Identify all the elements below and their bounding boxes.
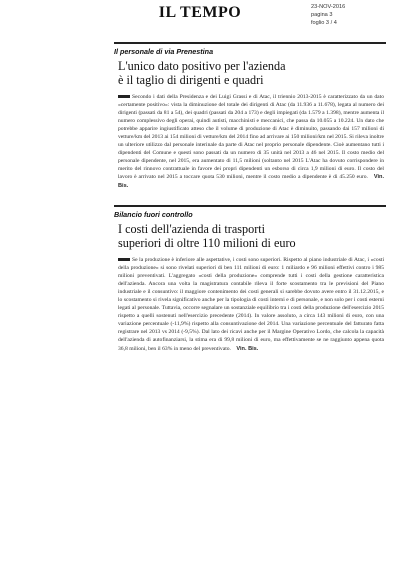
clipping-metadata [311,3,381,27]
article-bilancio [114,205,386,353]
article-text: Se la produzione è inferiore alle aspettative, i costi sono superiori. Rispetto al piano industriale di Atac, i «costi della produzione» si sono rivelati superiori di ben 111 milioni di euro: 1 miliardo e 96 milioni effettivi contro i 985 milioni preventivati. L'aggregato «costi della produzione» comprende tutti i costi della gestione caratteristica dell'azienda. Ancora una volta la magistratura contabile rileva il forte scostamento tra le previsioni del Piano industriale e il consuntivo: il maggiore contenimento dei costi generali si sarebbe dovuto avere entro il 31.12.2015, e lo scostamento si rivela significativo anche per la tipologia di costi interni e di personale, e non solo per i costi esterni legati al personale. Tuttavia, occorre segnalare un sostanziale equilibrio tra i costi della produzione dell'esercizio 2015 rispetto a quelli sostenuti nell'esercizio precedente (2014). In valore assoluto, a circa 143 milioni di euro, con una variazione percentuale (-11,9%) rispetto alla consuntivazione del 2014. Una variazione percentuale del fatturato fatta registrare nel 2013 vs 2014 (-9,5%). Dal lato dei ricavi anche per il Margine Operativo Lordo, che calcola la capacità dell'azienda di autofinanziarsi, la stima era di 99,8 milioni di euro, ma effettivamente se ne raggiunto appena quota 36,8 milioni, ben il 63% in meno del preventivato. [118,257,384,352]
clipping-date: 23-NOV-2016 [311,4,346,10]
article-headline [114,59,386,87]
paragraph-marker [118,258,130,261]
headline-line: I costi dell'azienda di trasporti [118,222,266,236]
article-top-rule [114,205,386,207]
article-headline [114,222,386,250]
clipping-sheet: foglio 3 / 4 [311,20,337,26]
clipping-page: pagina 3 [311,12,333,18]
headline-line: superiori di oltre 110 milioni di euro [118,236,296,250]
newspaper-masthead: IL TEMPO [158,4,242,21]
article-text: Secondo i dati della Presidenza e dei Luigi Grassi e di Atac, il triennio 2013-2015 è caratterizzato da un dato «certamente positivo»: vista la diminuzione del totale dei dirigenti di Atac (da 11.936 a 11.678), legata al numero dei dirigenti (passati da 81 a 54), dei quadri (passati da 204 a 173) e degli impiegati (da 1.579 a 1.398), mentre aumenta il numero complessivo degli operai, quindi autisti, macchinisti e meccanici, che passa da 10.055 a 10.224. Un dato che potrebbe apparire ingiustificato atteso che il volume di produzione di Atac è diminuito, passando dai 157 milioni di vetture/km del 2013 ai 154 milioni di vetture/km del 2014 fino ad arrivare ai 150 milioni/km nel 2015. Si rileva inoltre un ulteriore utilizzo dal personale interinale da parte di Atac nel proprio personale dipendente. Cioè aumentano tutti i dipendenti del Comune e questi sono passati da un numero di 35 unità nel 2013 a 46 nel 2015. Il costo medio del personale dipendente, nel 2015, era aumentato di 11,5 milioni (soltanto nel 2015 L'Atac ha dovuto corrispondere in merito del rinnovo contrattuale in favore dei propri dipendenti un esborso di circa 1,9 milioni di euro. Il costo del lavoro è arrivato nel 2015 a toccare quota 530 milioni, mentre il costo medio a dipendente è di 45.250 euro. [118,94,384,181]
paragraph-marker [118,95,130,98]
headline-line: è il taglio di dirigenti e quadri [118,73,264,87]
article-personale [114,42,386,190]
article-signature: Vin. Bis. [118,174,384,189]
headline-line: L'unico dato positivo per l'azienda [118,59,286,73]
article-body [114,256,386,353]
article-kicker: Bilancio fuori controllo [114,210,193,219]
article-kicker: Il personale di via Prenestina [114,47,214,56]
article-signature: Vin. Bis. [236,345,259,352]
article-body [114,93,386,190]
article-top-rule [114,42,386,44]
